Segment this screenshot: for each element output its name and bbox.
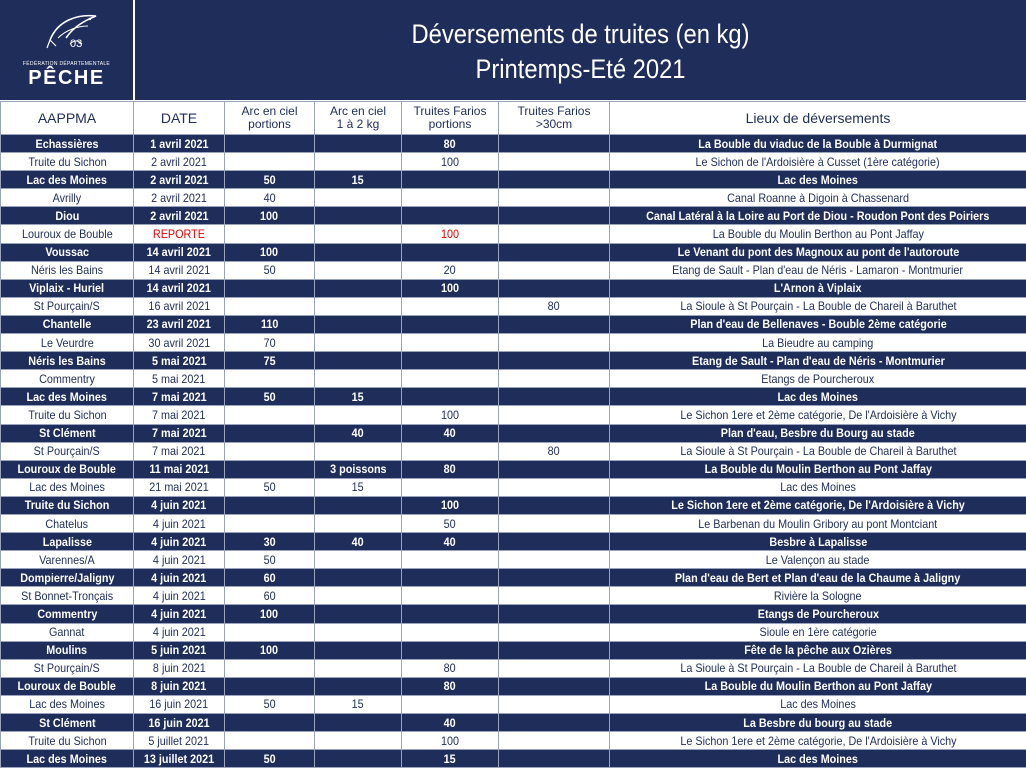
cell-farios-portions	[402, 605, 499, 623]
cell-lieu: Etang de Sault - Plan d'eau de Néris - Lamaron - Montmurier	[610, 261, 1026, 279]
cell-lieu: La Bouble du Moulin Berthon au Pont Jaffay	[610, 677, 1026, 695]
cell-arc-1-2kg	[315, 623, 402, 641]
cell-arc-1-2kg	[315, 352, 402, 370]
cell-lieu: La Bouble du Moulin Berthon au Pont Jaffay	[610, 460, 1026, 478]
column-header-farios-30cm: Truites Farios >30cm	[499, 102, 610, 135]
cell-aappma: Lac des Moines	[1, 171, 134, 189]
cell-arc-portions: 50	[225, 695, 315, 713]
cell-farios-portions: 40	[402, 714, 499, 732]
cell-lieu: Plan d'eau, Besbre du Bourg au stade	[610, 424, 1026, 442]
table-row	[1, 551, 1026, 569]
cell-arc-1-2kg	[315, 677, 402, 695]
cell-arc-1-2kg	[315, 207, 402, 225]
cell-arc-1-2kg: 15	[315, 478, 402, 496]
table-row	[1, 334, 1026, 352]
cell-lieu: Le Venant du pont des Magnoux au pont de l'autoroute	[610, 243, 1026, 261]
cell-arc-portions	[225, 297, 315, 315]
cell-date: 5 mai 2021	[134, 370, 225, 388]
cell-arc-1-2kg	[315, 334, 402, 352]
cell-lieu: La Bouble du Moulin Berthon au Pont Jaffay	[610, 225, 1026, 243]
logo-name: PÊCHE	[28, 67, 105, 89]
table-row	[1, 714, 1026, 732]
cell-farios-portions	[402, 315, 499, 333]
table-row	[1, 659, 1026, 677]
table-row	[1, 243, 1026, 261]
table-row	[1, 135, 1026, 153]
cell-farios-30cm	[499, 677, 610, 695]
cell-date: 2 avril 2021	[134, 171, 225, 189]
cell-date: 2 avril 2021	[134, 153, 225, 171]
cell-farios-portions: 80	[402, 659, 499, 677]
cell-arc-1-2kg	[315, 279, 402, 297]
cell-arc-1-2kg	[315, 406, 402, 424]
cell-date: 4 juin 2021	[134, 623, 225, 641]
cell-arc-1-2kg	[315, 732, 402, 750]
cell-aappma: Commentry	[1, 370, 134, 388]
cell-date: 4 juin 2021	[134, 605, 225, 623]
cell-aappma: Diou	[1, 207, 134, 225]
table-row	[1, 533, 1026, 551]
cell-farios-30cm	[499, 153, 610, 171]
cell-farios-30cm	[499, 732, 610, 750]
cell-date: 4 juin 2021	[134, 587, 225, 605]
cell-date: 4 juin 2021	[134, 551, 225, 569]
cell-lieu: L'Arnon à Viplaix	[610, 279, 1026, 297]
cell-lieu: La Bouble du viaduc de la Bouble à Durmignat	[610, 135, 1026, 153]
cell-arc-portions	[225, 153, 315, 171]
cell-arc-portions: 100	[225, 605, 315, 623]
cell-arc-1-2kg: 15	[315, 695, 402, 713]
cell-farios-30cm	[499, 496, 610, 514]
cell-farios-portions: 40	[402, 424, 499, 442]
cell-aappma: Viplaix - Huriel	[1, 279, 134, 297]
cell-lieu: La Sioule à St Pourçain - La Bouble de Chareil à Baruthet	[610, 297, 1026, 315]
cell-arc-1-2kg	[315, 153, 402, 171]
cell-farios-portions	[402, 587, 499, 605]
cell-arc-1-2kg	[315, 297, 402, 315]
cell-date: 11 mai 2021	[134, 460, 225, 478]
cell-farios-portions: 100	[402, 153, 499, 171]
column-header-lieux: Lieux de déversements	[610, 102, 1026, 135]
cell-date: 14 avril 2021	[134, 243, 225, 261]
cell-farios-portions	[402, 623, 499, 641]
table-row	[1, 496, 1026, 514]
cell-lieu: Sioule en 1ère catégorie	[610, 623, 1026, 641]
cell-date: REPORTE	[134, 225, 225, 243]
cell-arc-portions: 75	[225, 352, 315, 370]
cell-farios-portions	[402, 189, 499, 207]
cell-farios-30cm	[499, 623, 610, 641]
cell-date: 4 juin 2021	[134, 569, 225, 587]
cell-arc-1-2kg: 40	[315, 533, 402, 551]
table-row	[1, 569, 1026, 587]
cell-lieu: Besbre à Lapalisse	[610, 533, 1026, 551]
cell-aappma: Lapalisse	[1, 533, 134, 551]
stocking-table	[0, 101, 1026, 768]
cell-date: 16 juin 2021	[134, 714, 225, 732]
cell-farios-30cm	[499, 750, 610, 768]
cell-date: 5 mai 2021	[134, 352, 225, 370]
cell-date: 5 juillet 2021	[134, 732, 225, 750]
cell-arc-portions	[225, 135, 315, 153]
cell-arc-1-2kg: 3 poissons	[315, 460, 402, 478]
cell-arc-portions: 100	[225, 641, 315, 659]
cell-arc-portions: 50	[225, 171, 315, 189]
cell-farios-portions	[402, 243, 499, 261]
cell-lieu: Canal Roanne à Digoin à Chassenard	[610, 189, 1026, 207]
table-row	[1, 424, 1026, 442]
table-row	[1, 171, 1026, 189]
cell-arc-portions: 70	[225, 334, 315, 352]
cell-farios-30cm	[499, 225, 610, 243]
cell-arc-1-2kg	[315, 750, 402, 768]
cell-date: 7 mai 2021	[134, 388, 225, 406]
cell-farios-portions	[402, 695, 499, 713]
cell-lieu: Lac des Moines	[610, 388, 1026, 406]
cell-farios-portions	[402, 641, 499, 659]
cell-aappma: Voussac	[1, 243, 134, 261]
cell-arc-portions	[225, 442, 315, 460]
page-title: Déversements de truites (en kg)	[411, 19, 750, 49]
cell-arc-portions	[225, 714, 315, 732]
cell-farios-portions: 100	[402, 732, 499, 750]
table-row	[1, 641, 1026, 659]
cell-farios-portions: 40	[402, 533, 499, 551]
cell-arc-1-2kg	[315, 442, 402, 460]
cell-arc-1-2kg	[315, 261, 402, 279]
cell-lieu: Le Sichon de l'Ardoisière à Cusset (1ère catégorie)	[610, 153, 1026, 171]
logo-department-number: 03	[70, 38, 83, 50]
cell-date: 8 juin 2021	[134, 677, 225, 695]
table-row	[1, 587, 1026, 605]
cell-arc-1-2kg: 15	[315, 388, 402, 406]
cell-aappma: Moulins	[1, 641, 134, 659]
cell-farios-30cm	[499, 171, 610, 189]
cell-farios-portions: 100	[402, 279, 499, 297]
cell-date: 4 juin 2021	[134, 514, 225, 532]
cell-farios-30cm	[499, 352, 610, 370]
cell-aappma: St Pourçain/S	[1, 442, 134, 460]
table-row	[1, 750, 1026, 768]
cell-farios-30cm	[499, 315, 610, 333]
cell-arc-1-2kg	[315, 496, 402, 514]
cell-farios-30cm	[499, 189, 610, 207]
cell-lieu: Le Sichon 1ere et 2ème catégorie, De l'Ardoisière à Vichy	[610, 406, 1026, 424]
table-row	[1, 460, 1026, 478]
cell-arc-portions	[225, 496, 315, 514]
cell-farios-30cm	[499, 424, 610, 442]
cell-aappma: Echassières	[1, 135, 134, 153]
cell-arc-portions	[225, 460, 315, 478]
table-row	[1, 352, 1026, 370]
column-header-arc-1-2kg: Arc en ciel 1 à 2 kg	[315, 102, 402, 135]
cell-aappma: Louroux de Bouble	[1, 677, 134, 695]
cell-arc-portions: 40	[225, 189, 315, 207]
table-row	[1, 297, 1026, 315]
cell-arc-1-2kg	[315, 189, 402, 207]
cell-lieu: Lac des Moines	[610, 695, 1026, 713]
cell-farios-portions	[402, 388, 499, 406]
cell-farios-30cm	[499, 243, 610, 261]
cell-lieu: Etangs de Pourcheroux	[610, 605, 1026, 623]
cell-aappma: St Clément	[1, 714, 134, 732]
federation-logo	[0, 0, 133, 100]
cell-arc-1-2kg: 15	[315, 171, 402, 189]
table-row	[1, 514, 1026, 532]
cell-lieu: Rivière la Sologne	[610, 587, 1026, 605]
cell-farios-portions: 80	[402, 677, 499, 695]
table-row	[1, 695, 1026, 713]
cell-aappma: Truite du Sichon	[1, 406, 134, 424]
cell-aappma: Louroux de Bouble	[1, 460, 134, 478]
cell-lieu: Le Sichon 1ere et 2ème catégorie, De l'Ardoisière à Vichy	[610, 496, 1026, 514]
cell-aappma: Gannat	[1, 623, 134, 641]
cell-farios-30cm	[499, 714, 610, 732]
cell-lieu: La Besbre du bourg au stade	[610, 714, 1026, 732]
table-row	[1, 225, 1026, 243]
cell-farios-portions: 100	[402, 496, 499, 514]
title-banner	[135, 0, 1026, 100]
cell-arc-portions	[225, 225, 315, 243]
cell-aappma: Lac des Moines	[1, 478, 134, 496]
table-row	[1, 677, 1026, 695]
cell-lieu: Le Barbenan du Moulin Gribory au pont Montciant	[610, 514, 1026, 532]
cell-farios-portions	[402, 352, 499, 370]
cell-farios-30cm	[499, 388, 610, 406]
table-row	[1, 207, 1026, 225]
cell-arc-portions	[225, 514, 315, 532]
cell-aappma: Truite du Sichon	[1, 496, 134, 514]
cell-arc-1-2kg	[315, 605, 402, 623]
cell-arc-1-2kg	[315, 370, 402, 388]
cell-farios-30cm	[499, 334, 610, 352]
cell-arc-1-2kg	[315, 315, 402, 333]
table-header-row	[1, 102, 1026, 135]
cell-aappma: Chatelus	[1, 514, 134, 532]
cell-arc-portions	[225, 279, 315, 297]
cell-date: 2 avril 2021	[134, 207, 225, 225]
column-header-aappma: AAPPMA	[1, 102, 134, 135]
cell-farios-30cm	[499, 695, 610, 713]
cell-arc-portions: 50	[225, 478, 315, 496]
cell-farios-30cm	[499, 605, 610, 623]
cell-arc-1-2kg	[315, 514, 402, 532]
cell-farios-30cm: 80	[499, 442, 610, 460]
cell-farios-portions	[402, 370, 499, 388]
table-row	[1, 406, 1026, 424]
column-header-arc-portions: Arc en ciel portions	[225, 102, 315, 135]
table-row	[1, 261, 1026, 279]
table-row	[1, 370, 1026, 388]
cell-aappma: Lac des Moines	[1, 750, 134, 768]
cell-arc-1-2kg	[315, 641, 402, 659]
cell-arc-portions: 50	[225, 261, 315, 279]
cell-aappma: Chantelle	[1, 315, 134, 333]
cell-farios-portions	[402, 207, 499, 225]
cell-date: 16 avril 2021	[134, 297, 225, 315]
table-row	[1, 388, 1026, 406]
column-header-date: DATE	[134, 102, 225, 135]
cell-arc-portions: 50	[225, 750, 315, 768]
cell-aappma: Truite du Sichon	[1, 153, 134, 171]
cell-aappma: St Pourçain/S	[1, 659, 134, 677]
cell-farios-30cm	[499, 533, 610, 551]
cell-arc-portions	[225, 732, 315, 750]
table-row	[1, 605, 1026, 623]
cell-arc-1-2kg	[315, 551, 402, 569]
cell-date: 30 avril 2021	[134, 334, 225, 352]
cell-date: 14 avril 2021	[134, 279, 225, 297]
cell-farios-portions: 15	[402, 750, 499, 768]
cell-lieu: Lac des Moines	[610, 171, 1026, 189]
cell-arc-portions: 110	[225, 315, 315, 333]
cell-farios-portions	[402, 297, 499, 315]
cell-arc-portions	[225, 370, 315, 388]
table-row	[1, 732, 1026, 750]
cell-aappma: Lac des Moines	[1, 695, 134, 713]
cell-farios-portions: 80	[402, 460, 499, 478]
cell-aappma: Louroux de Bouble	[1, 225, 134, 243]
cell-arc-portions: 50	[225, 388, 315, 406]
table-row	[1, 442, 1026, 460]
cell-farios-30cm	[499, 370, 610, 388]
cell-farios-30cm	[499, 659, 610, 677]
cell-arc-portions: 100	[225, 243, 315, 261]
cell-aappma: St Clément	[1, 424, 134, 442]
cell-lieu: Plan d'eau de Bellenaves - Bouble 2ème catégorie	[610, 315, 1026, 333]
cell-arc-portions: 60	[225, 569, 315, 587]
cell-date: 8 juin 2021	[134, 659, 225, 677]
cell-aappma: Lac des Moines	[1, 388, 134, 406]
cell-arc-1-2kg: 40	[315, 424, 402, 442]
table-row	[1, 153, 1026, 171]
cell-date: 4 juin 2021	[134, 496, 225, 514]
table-row	[1, 189, 1026, 207]
cell-farios-30cm	[499, 460, 610, 478]
cell-lieu: Fête de la pêche aux Ozières	[610, 641, 1026, 659]
cell-date: 4 juin 2021	[134, 533, 225, 551]
cell-farios-portions	[402, 442, 499, 460]
cell-lieu: La Bieudre au camping	[610, 334, 1026, 352]
cell-arc-1-2kg	[315, 135, 402, 153]
cell-aappma: Varennes/A	[1, 551, 134, 569]
cell-farios-portions	[402, 478, 499, 496]
cell-aappma: Néris les Bains	[1, 352, 134, 370]
cell-date: 16 juin 2021	[134, 695, 225, 713]
cell-aappma: Dompierre/Jaligny	[1, 569, 134, 587]
cell-aappma: St Bonnet-Tronçais	[1, 587, 134, 605]
table-row	[1, 279, 1026, 297]
cell-arc-portions	[225, 659, 315, 677]
cell-arc-1-2kg	[315, 225, 402, 243]
cell-arc-portions: 50	[225, 551, 315, 569]
cell-date: 23 avril 2021	[134, 315, 225, 333]
cell-lieu: La Sioule à St Pourçain - La Bouble de Chareil à Baruthet	[610, 442, 1026, 460]
cell-farios-portions: 100	[402, 225, 499, 243]
cell-lieu: Le Valençon au stade	[610, 551, 1026, 569]
cell-lieu: Lac des Moines	[610, 478, 1026, 496]
cell-farios-portions: 80	[402, 135, 499, 153]
cell-arc-1-2kg	[315, 587, 402, 605]
cell-farios-30cm: 80	[499, 297, 610, 315]
logo-organization: FÉDÉRATION DÉPARTEMENTALE	[22, 61, 111, 67]
cell-farios-30cm	[499, 514, 610, 532]
cell-lieu: Plan d'eau de Bert et Plan d'eau de la Chaume à Jaligny	[610, 569, 1026, 587]
column-header-farios-portions: Truites Farios portions	[402, 102, 499, 135]
cell-date: 7 mai 2021	[134, 442, 225, 460]
cell-aappma: Néris les Bains	[1, 261, 134, 279]
cell-aappma: Le Veurdre	[1, 334, 134, 352]
cell-farios-30cm	[499, 207, 610, 225]
cell-lieu: Le Sichon 1ere et 2ème catégorie, De l'Ardoisière à Vichy	[610, 732, 1026, 750]
cell-date: 7 mai 2021	[134, 424, 225, 442]
cell-farios-30cm	[499, 587, 610, 605]
cell-farios-30cm	[499, 135, 610, 153]
cell-arc-portions: 60	[225, 587, 315, 605]
table-row	[1, 315, 1026, 333]
cell-farios-portions	[402, 334, 499, 352]
cell-date: 21 mai 2021	[134, 478, 225, 496]
cell-farios-30cm	[499, 569, 610, 587]
cell-aappma: Truite du Sichon	[1, 732, 134, 750]
cell-farios-portions: 20	[402, 261, 499, 279]
cell-farios-30cm	[499, 279, 610, 297]
cell-farios-30cm	[499, 261, 610, 279]
cell-date: 7 mai 2021	[134, 406, 225, 424]
cell-lieu: Etang de Sault - Plan d'eau de Néris - Montmurier	[610, 352, 1026, 370]
cell-lieu: La Sioule à St Pourçain - La Bouble de Chareil à Baruthet	[610, 659, 1026, 677]
cell-date: 1 avril 2021	[134, 135, 225, 153]
header	[0, 0, 1026, 102]
cell-farios-30cm	[499, 478, 610, 496]
cell-arc-1-2kg	[315, 243, 402, 261]
cell-date: 14 avril 2021	[134, 261, 225, 279]
table-row	[1, 478, 1026, 496]
cell-farios-portions	[402, 569, 499, 587]
cell-date: 5 juin 2021	[134, 641, 225, 659]
cell-farios-30cm	[499, 406, 610, 424]
page-subtitle: Printemps-Eté 2021	[475, 54, 686, 84]
table-row	[1, 623, 1026, 641]
cell-arc-portions	[225, 623, 315, 641]
cell-date: 2 avril 2021	[134, 189, 225, 207]
cell-farios-portions	[402, 171, 499, 189]
cell-arc-1-2kg	[315, 659, 402, 677]
cell-arc-portions	[225, 406, 315, 424]
cell-arc-portions: 100	[225, 207, 315, 225]
cell-arc-portions: 30	[225, 533, 315, 551]
cell-lieu: Canal Latéral à la Loire au Port de Diou - Roudon Pont des Poiriers	[610, 207, 1026, 225]
cell-farios-portions	[402, 551, 499, 569]
cell-arc-1-2kg	[315, 714, 402, 732]
cell-date: 13 juillet 2021	[134, 750, 225, 768]
cell-aappma: Avrilly	[1, 189, 134, 207]
cell-farios-portions: 50	[402, 514, 499, 532]
cell-aappma: St Pourçain/S	[1, 297, 134, 315]
cell-farios-30cm	[499, 641, 610, 659]
cell-lieu: Etangs de Pourcheroux	[610, 370, 1026, 388]
cell-farios-portions: 100	[402, 406, 499, 424]
cell-arc-1-2kg	[315, 569, 402, 587]
cell-aappma: Commentry	[1, 605, 134, 623]
cell-arc-portions	[225, 677, 315, 695]
cell-lieu: Lac des Moines	[610, 750, 1026, 768]
cell-arc-portions	[225, 424, 315, 442]
cell-farios-30cm	[499, 551, 610, 569]
